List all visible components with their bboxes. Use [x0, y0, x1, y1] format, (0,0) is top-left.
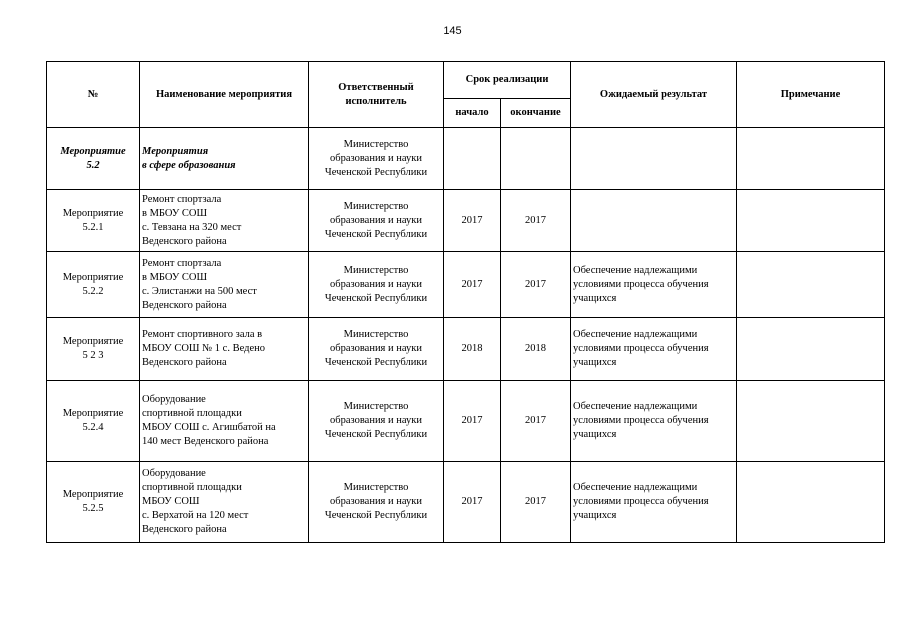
- page-number: 145: [443, 25, 462, 37]
- event-name: Оборудование спортивной площадки МБОУ СОШ с. Агишбатой на 140 мест Веденского района: [140, 381, 309, 462]
- table-row: [47, 252, 885, 318]
- event-note: [737, 462, 885, 543]
- events-table: [46, 61, 885, 543]
- event-start: 2017: [444, 462, 501, 543]
- header-note: Примечание: [737, 62, 885, 128]
- event-result: Обеспечение надлежащими условиями процесса обучения учащихся: [571, 462, 737, 543]
- group-end: [501, 128, 571, 190]
- event-note: [737, 190, 885, 252]
- event-end: 2018: [501, 318, 571, 381]
- header-start: начало: [444, 99, 501, 128]
- event-result: [571, 190, 737, 252]
- event-name: Ремонт спортзала в МБОУ СОШ с. Элистанжи на 500 мест Веденского района: [140, 252, 309, 318]
- event-number: Мероприятие 5.2.4: [47, 381, 140, 462]
- event-number: Мероприятие 5.2.1: [47, 190, 140, 252]
- event-result: Обеспечение надлежащими условиями процесса обучения учащихся: [571, 381, 737, 462]
- event-executor: Министерство образования и науки Чеченской Республики: [309, 381, 444, 462]
- group-note: [737, 128, 885, 190]
- event-name: Ремонт спортивного зала в МБОУ СОШ № 1 с. Ведено Веденского района: [140, 318, 309, 381]
- event-start: 2017: [444, 381, 501, 462]
- header-event-name: Наименование мероприятия: [140, 62, 309, 128]
- event-end: 2017: [501, 190, 571, 252]
- event-start: 2017: [444, 190, 501, 252]
- event-note: [737, 381, 885, 462]
- header-period: Срок реализации: [444, 62, 571, 99]
- event-start: 2017: [444, 252, 501, 318]
- event-end: 2017: [501, 252, 571, 318]
- event-start: 2018: [444, 318, 501, 381]
- event-name: Ремонт спортзала в МБОУ СОШ с. Тевзана на 320 мест Веденского района: [140, 190, 309, 252]
- event-number: Мероприятие 5 2 3: [47, 318, 140, 381]
- header-expected-result: Ожидаемый результат: [571, 62, 737, 128]
- header-row: [47, 62, 885, 99]
- event-note: [737, 252, 885, 318]
- event-end: 2017: [501, 462, 571, 543]
- event-end: 2017: [501, 381, 571, 462]
- event-result: Обеспечение надлежащими условиями процесса обучения учащихся: [571, 318, 737, 381]
- event-result: Обеспечение надлежащими условиями процесса обучения учащихся: [571, 252, 737, 318]
- group-executor: Министерство образования и науки Чеченской Республики: [309, 128, 444, 190]
- table-row: [47, 462, 885, 543]
- event-number: Мероприятие 5.2.5: [47, 462, 140, 543]
- event-executor: Министерство образования и науки Чеченской Республики: [309, 318, 444, 381]
- event-name: Оборудование спортивной площадки МБОУ СОШ с. Верхатой на 120 мест Веденского района: [140, 462, 309, 543]
- event-note: [737, 318, 885, 381]
- event-number: Мероприятие 5.2.2: [47, 252, 140, 318]
- table-row: [47, 381, 885, 462]
- header-number: №: [47, 62, 140, 128]
- event-executor: Министерство образования и науки Чеченской Республики: [309, 252, 444, 318]
- group-name: Мероприятия в сфере образования: [140, 128, 309, 190]
- group-row: [47, 128, 885, 190]
- header-end: окончание: [501, 99, 571, 128]
- group-result: [571, 128, 737, 190]
- group-number: Мероприятие 5.2: [47, 128, 140, 190]
- table-row: [47, 190, 885, 252]
- event-executor: Министерство образования и науки Чеченской Республики: [309, 462, 444, 543]
- table-row: [47, 318, 885, 381]
- event-executor: Министерство образования и науки Чеченской Республики: [309, 190, 444, 252]
- group-start: [444, 128, 501, 190]
- header-executor: Ответственный исполнитель: [309, 62, 444, 128]
